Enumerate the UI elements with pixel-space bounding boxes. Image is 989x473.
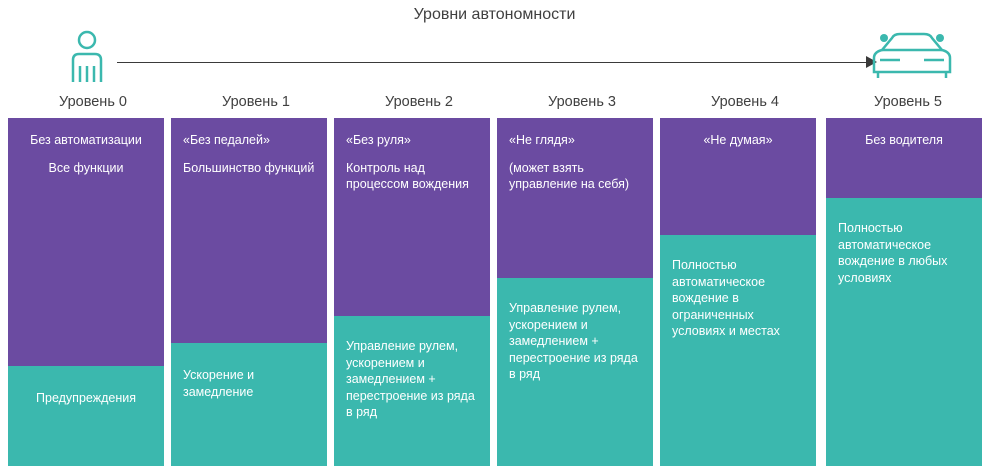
level-5-purple-line-0: Без водителя	[865, 133, 943, 147]
level-column-4	[660, 118, 816, 466]
level-5-teal-segment	[826, 198, 982, 466]
level-0-purple-segment	[8, 118, 164, 366]
level-0-purple-line-0: Без автоматизации	[30, 133, 142, 147]
level-1-teal-segment	[171, 343, 327, 466]
level-1-purple-segment	[171, 118, 327, 343]
level-3-purple-line-1: (может взять управление на себя)	[509, 160, 630, 191]
level-column-5	[826, 118, 982, 466]
level-4-purple-line-0: «Не думая»	[703, 133, 773, 147]
level-1-purple-line-1: Большинство функций	[183, 160, 315, 175]
person-icon	[63, 28, 111, 84]
level-3-purple-line-0: «Не глядя»	[509, 133, 575, 147]
level-2-purple-segment	[334, 118, 490, 316]
level-1-purple-line-0: «Без педалей»	[183, 133, 270, 147]
level-label-2: Уровень 2	[385, 94, 453, 110]
level-3-teal-line-0: Управление рулем, ускорением и замедлением + перестроение из ряда в ряд	[509, 301, 638, 381]
level-label-5: Уровень 5	[874, 94, 942, 110]
level-label-1: Уровень 1	[222, 94, 290, 110]
level-3-purple-segment	[497, 118, 653, 278]
level-label-4: Уровень 4	[711, 94, 779, 110]
level-label-0: Уровень 0	[59, 94, 127, 110]
level-2-teal-line-0: Управление рулем, ускорением и замедлением + перестроение из ряда в ряд	[346, 339, 475, 419]
level-label-3: Уровень 3	[548, 94, 616, 110]
level-4-purple-segment	[660, 118, 816, 235]
level-4-teal-segment	[660, 235, 816, 466]
level-5-teal-line-0: Полностью автоматическое вождение в любых условиях	[838, 221, 948, 285]
level-1-teal-line-0: Ускорение и замедление	[183, 368, 255, 399]
arrow-right-icon	[117, 62, 872, 63]
level-0-teal-segment	[8, 366, 164, 466]
level-column-3	[497, 118, 653, 466]
level-5-purple-segment	[826, 118, 982, 198]
level-column-2	[334, 118, 490, 466]
level-3-teal-segment	[497, 278, 653, 466]
level-2-teal-segment	[334, 316, 490, 466]
level-2-purple-line-0: «Без руля»	[346, 133, 411, 147]
car-icon	[866, 28, 958, 84]
level-column-1	[171, 118, 327, 466]
level-4-teal-line-0: Полностью автоматическое вождение в ограниченных условиях и местах	[672, 258, 780, 338]
level-column-0	[8, 118, 164, 466]
page-title: Уровни автономности	[413, 6, 576, 23]
level-2-purple-line-1: Контроль над процессом вождения	[346, 160, 469, 191]
level-0-teal-line-0: Предупреждения	[36, 391, 136, 405]
level-0-purple-line-1: Все функции	[48, 160, 124, 175]
